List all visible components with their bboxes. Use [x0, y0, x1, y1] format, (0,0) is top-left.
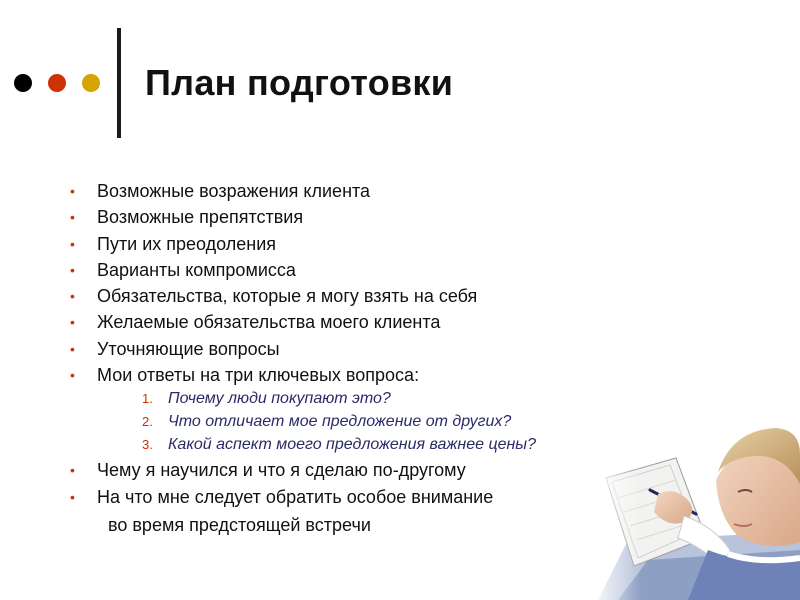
bullet-item	[70, 178, 670, 204]
bullet-text: Обязательства, которые я могу взять на себя	[97, 286, 478, 307]
bullet-text: Чему я научился и что я сделаю по-другому	[97, 460, 466, 481]
gold-dot-icon	[82, 74, 100, 92]
bullet-icon: •	[70, 314, 75, 331]
red-dot-icon	[48, 74, 66, 92]
bullet-item	[70, 204, 670, 230]
bullet-list	[70, 178, 670, 544]
bullet-icon: •	[70, 235, 75, 252]
bullet-text: На что мне следует обратить особое внимание	[97, 486, 494, 507]
subitem-text: Почему люди покупают это?	[168, 390, 391, 408]
bullet-item	[70, 336, 670, 362]
vertical-divider	[117, 28, 121, 138]
subitem-text: Какой аспект моего предложения важнее цены?	[168, 436, 536, 454]
woman-writing-photo	[588, 420, 800, 600]
bullet-icon: •	[70, 209, 75, 226]
bullet-item	[70, 484, 670, 510]
bullet-text: Желаемые обязательства моего клиента	[97, 312, 441, 333]
bullet-icon: •	[70, 488, 75, 505]
black-dot-icon	[14, 74, 32, 92]
numbered-subitem	[70, 411, 670, 434]
bullet-icon: •	[70, 288, 75, 305]
subitem-text: Что отличает мое предложение от других?	[168, 413, 512, 431]
bullet-icon: •	[70, 183, 75, 199]
bullet-item	[70, 257, 670, 283]
bullet-text: Возможные препятствия	[97, 207, 304, 228]
bullet-item	[70, 457, 670, 483]
bullet-icon: •	[70, 367, 75, 384]
bullet-icon: •	[70, 462, 75, 479]
bullet-text: Уточняющие вопросы	[97, 338, 280, 359]
bullet-text: Возможные возражения клиента	[97, 181, 371, 201]
slide-title: План подготовки	[145, 62, 454, 103]
bullet-text: Мои ответы на три ключевых вопроса:	[97, 365, 420, 386]
subitem-number: 3.	[142, 437, 153, 453]
bullet-item	[70, 362, 670, 388]
bullet-text: Варианты компромисса	[97, 259, 296, 280]
subitem-number: 2.	[142, 414, 153, 430]
bullet-item	[70, 283, 670, 309]
subitem-number: 1.	[142, 391, 153, 407]
numbered-subitem	[70, 388, 670, 411]
bullet-icon: •	[70, 261, 75, 278]
bullet-continuation	[70, 510, 670, 544]
bullet-text: Пути их преодоления	[97, 233, 277, 254]
bullet-icon: •	[70, 340, 75, 357]
continuation-text: во время предстоящей встречи	[108, 514, 371, 535]
bullet-item	[70, 231, 670, 257]
numbered-subitem	[70, 434, 670, 457]
bullet-item	[70, 309, 670, 335]
